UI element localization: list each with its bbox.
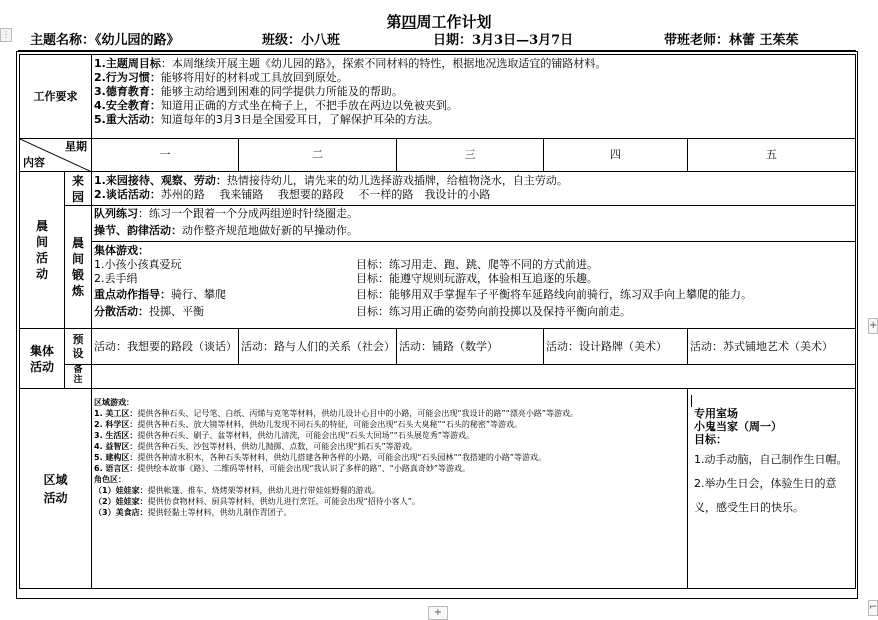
weekday-header-label: 星期 [65,140,87,153]
resize-corner-icon[interactable]: ⌐ [868,600,878,616]
add-row-icon[interactable]: + [868,318,878,334]
special-goal: 1.动手动脑，自己制作生日帽。 [694,453,848,466]
area-item: 4. 益智区：提供各种石头、沙包等材料，供幼儿抛掷、点数，可能会出现“抓石头”等游戏。 [94,442,418,451]
preset-activity: 活动：铺路（数学） [397,329,544,365]
queue-rhythm-content [92,206,856,242]
preset-activity: 活动：设计路牌（美术） [544,329,688,365]
game-line: 1.小孩小孩真爱玩 目标：练习用走、跑、跳、爬等不同的方式前进。 [94,258,598,271]
role-item: （3）美食店：提供轻黏土等材料，供幼儿制作青团子。 [94,508,292,517]
work-req-line: 5.重大活动：知道每年的3月3日是全国爱耳日，了解保护耳朵的方法。 [94,113,439,126]
class-name: 班级：小八班 [262,33,341,48]
special-room-name: 小鬼当家（周一） [694,420,782,433]
group-activity-label: 集体活动 [20,329,65,389]
morning-activity-label: 晨间活动 [20,172,65,329]
arrival-line: 2.谈话活动：苏州的路 我来铺路 我想要的路段 不一样的路 我设计的小路 [94,188,491,201]
area-item: 2. 科学区：提供各种石头、放大镜等材料，供幼儿发现不同石头的特征，可能会出现“石头大臭秘”“石头的秘密”等游戏。 [94,420,522,429]
day-header: 三 [397,139,544,172]
content-header-label: 内容 [23,156,45,169]
day-header: 五 [688,139,856,172]
scatter-line: 分散活动：投掷、平衡 目标：练习用正确的姿势向前投掷以及保持平衡向前走。 [94,305,631,318]
queue-line: 队列练习：练习一个跟着一个分成两组逆时针绕圈走。 [94,207,358,220]
arrival-content [92,172,856,206]
work-req-line: 4.安全教育：知道用正确的方式坐在椅子上，不把手放在两边以免被夹到。 [94,99,458,112]
special-room-title: 专用室场 [694,407,738,420]
preset-activity: 活动：苏式铺地艺术（美术） [688,329,856,365]
games-content [92,242,856,329]
page-title: 第四周工作计划 [386,13,492,31]
day-header: 四 [544,139,688,172]
arrival-label: 来园 [65,172,92,206]
rhythm-line: 操节、韵律活动：动作整齐规范地做好新的早操动作。 [94,224,358,237]
exercise-row-1 [20,206,856,242]
special-goal-label: 目标： [694,433,727,446]
key-move-line: 重点动作指导：骑行、攀爬 目标：能够用双手掌握车子平衡将车延路线向前骑行，练习双手向上攀爬的能力。 [94,288,752,301]
area-games-content [92,389,688,589]
week-number: 四 [401,13,417,31]
role-area-title: 角色区： [94,475,126,484]
group-games-title: 集体游戏： [94,244,149,257]
date-range: 日期：3月3日—3月7日 [433,33,574,48]
weekly-plan-table [19,54,856,589]
area-activity-label: 区域活动 [20,389,92,589]
area-item: 5. 建构区：提供各种清水积木，各种石头等材料，供幼儿搭建各种各样的小路，可能会出现“石头园林”“我搭建的小路”等游戏。 [94,453,546,462]
work-req-label: 工作要求 [20,55,92,139]
preset-label: 预设 [65,329,92,365]
work-req-content [92,55,856,139]
work-req-line: 1.主题周目标：本周继续开展主题《幼儿园的路》，探索不同材料的特性，根据地况选取适宜的铺路材料。 [94,57,607,70]
area-item: 3. 生活区：提供各种石头、刷子、盆等材料，供幼儿清洗，可能会出现“石头大回场”“石头展览秀”等游戏。 [94,431,474,440]
day-header: 一 [92,139,239,172]
area-item: 6. 语言区：提供绘本故事《路》、二维码等材料，可能会出现“我认识了多样的路”、“小路真奇妙”等游戏。 [94,464,470,473]
role-item: （1）娃娃家：提供帐篷、推车、烧烤架等材料，供幼儿进行带娃娃野餐的游戏。 [94,486,380,495]
weekday-header-row [20,139,856,172]
add-row-bottom-icon[interactable]: + [428,606,448,620]
role-item: （2）娃娃家：提供仿食物材料、厨具等材料，供幼儿进行烹饪，可能会出现“招待小客人”。 [94,497,420,506]
exercise-label: 晨间锻炼 [65,206,92,329]
preset-activity: 活动：路与人们的关系（社会） [239,329,397,365]
corner-cell [20,139,92,172]
preset-activity: 活动：我想要的路段（谈话） [92,329,239,365]
special-goal: 2.举办生日会，体验生日的意义，感受生日的快乐。 [694,477,837,514]
group-activity-row [20,329,856,365]
exercise-row-2 [20,242,856,329]
text-cursor [691,395,693,407]
area-games-title: 区域游戏： [94,398,134,407]
theme-name: 主题名称：《幼儿园的路》 [30,33,180,48]
collapse-handle-icon[interactable]: ⋮ [0,28,12,42]
note-content [92,365,856,389]
work-req-line: 2.行为习惯：能够将用好的材料或工具放回到原处。 [94,71,348,84]
game-line: 2.丢手绢 目标：能遵守规则玩游戏，体验相互追逐的乐趣。 [94,272,598,285]
work-req-line: 3.德育教育：能够主动给遇到困难的同学提供力所能及的帮助。 [94,85,403,98]
area-activity-row [20,389,856,589]
area-item: 1. 美工区：提供各种石头、记号笔、白纸、丙烯与克笔等材料，供幼儿设计心目中的小路，可能会出现“我设计的路”“漂亮小路”等游戏。 [94,409,578,418]
special-room-content [688,389,856,589]
note-label: 备注 [65,365,92,389]
note-row [20,365,856,389]
work-requirements-row [20,55,856,139]
teachers: 带班老师：林蕾 王茱茱 [664,33,799,48]
arrival-row [20,172,856,206]
arrival-line: 1.来园接待、观察、劳动：热情接待幼儿，请先来的幼儿选择游戏插牌，给植物浇水，自主劳动。 [94,174,568,187]
day-header: 二 [239,139,397,172]
